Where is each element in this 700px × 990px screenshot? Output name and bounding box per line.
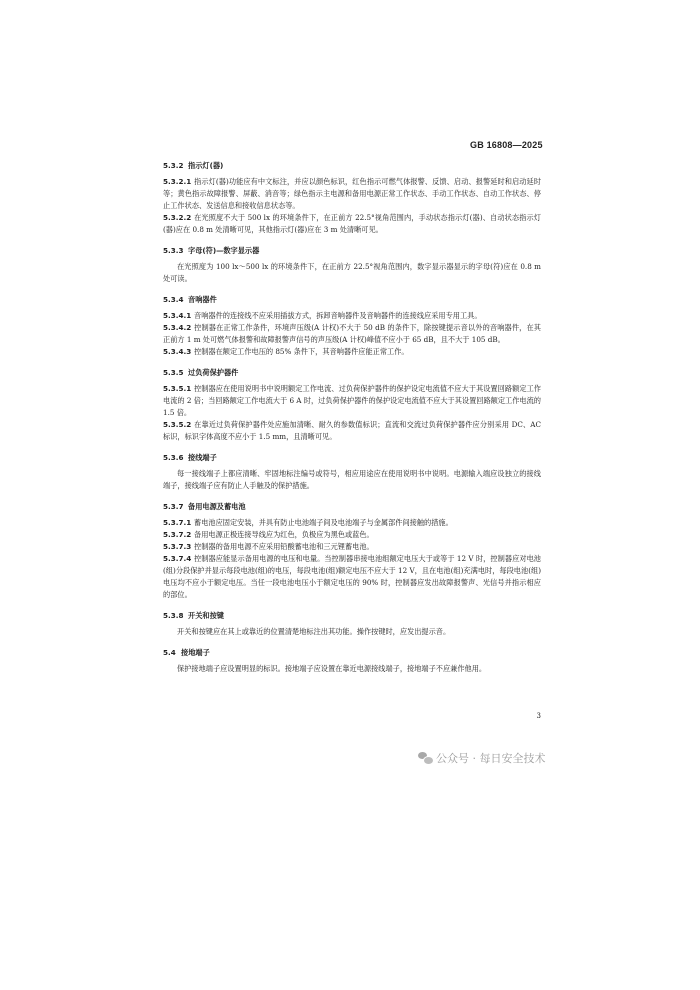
watermark-text: 公众号 · 每日安全技术 xyxy=(436,752,546,765)
clause-5-3-7-3 xyxy=(163,541,541,553)
clause-number: 5.3.7.2 xyxy=(163,530,192,539)
clause-text: 蓄电池应固定安装，并具有防止电池端子间及电池端子与金属部件间接触的措施。 xyxy=(194,518,453,527)
section-number: 5.3.7 xyxy=(163,502,184,511)
paragraph-5-4: 保护接地端子应设置明显的标识。接地端子应设置在靠近电源接线端子，接地端子不应兼作他用。 xyxy=(177,664,487,673)
section-title: 开关和按键 xyxy=(188,611,224,620)
watermark xyxy=(418,750,546,766)
section-number: 5.3.6 xyxy=(163,453,184,462)
clause-5-3-2-2 xyxy=(163,212,541,236)
section-number: 5.3.2 xyxy=(163,161,184,170)
clause-5-3-7-1 xyxy=(163,517,541,529)
clause-number: 5.3.4.1 xyxy=(163,311,192,320)
section-number: 5.3.8 xyxy=(163,611,184,620)
section-heading-5-3-6 xyxy=(163,452,541,464)
section-title: 音响器件 xyxy=(188,295,217,304)
section-heading-5-3-8 xyxy=(163,610,541,622)
section-heading-5-3-4 xyxy=(163,294,541,306)
clause-text: 控制器的备用电源不应采用铅酸蓄电池和三元锂蓄电池。 xyxy=(194,542,374,551)
clause-5-3-7-4 xyxy=(163,553,541,601)
clause-number: 5.3.4.3 xyxy=(163,347,192,356)
document-body xyxy=(163,160,541,675)
clause-text: 指示灯(器)功能应有中文标注，并应以颜色标识，红色指示可燃气体报警、反馈、启动、报警延时和启动延时等；黄色指示故障报警、屏蔽、消音等；绿色指示主电源和备用电源正常工作状态、手动工作状态、自动工作状态、停止工作状态、发送信息和接收信息状态等。 xyxy=(163,177,541,210)
section-title: 接地端子 xyxy=(181,648,210,657)
clause-text: 在靠近过负荷保护器件处应施加清晰、耐久的参数值标识；直流和交流过负荷保护器件应分别采用 DC、AC 标识，标识字体高度不应小于 1.5 mm，且清晰可见。 xyxy=(163,420,541,441)
page-number: 3 xyxy=(536,712,541,720)
clause-number: 5.3.5.1 xyxy=(163,384,192,393)
standard-number: GB 16808—2025 xyxy=(470,140,543,150)
clause-5-3-4-2 xyxy=(163,322,541,346)
clause-text: 控制器应能显示备用电源的电压和电量。当控制器串接电池组额定电压大于或等于 12 V 时，控制器应对电池(组)分段保护并显示每段电池(组)的电压，每段电池(组)额定电压不应大于 12 V，且在电池(组)充满电时，每段电池(组)电压均不应小于额定电压。当任一段电池电压小于额定电压的 90% 时，控制器应发出故障报警声、光信号并指示相应的部位。 xyxy=(163,554,541,599)
section-heading-5-3-7 xyxy=(163,501,541,513)
section-heading-5-3-3 xyxy=(163,245,541,257)
clause-number: 5.3.2.1 xyxy=(163,177,192,186)
section-title: 备用电源及蓄电池 xyxy=(188,502,246,511)
section-number: 5.4 xyxy=(163,648,176,657)
section-number: 5.3.4 xyxy=(163,295,184,304)
paragraph-5-3-6: 每一接线端子上都应清晰、牢固地标注编号或符号，相应用途应在使用说明书中说明。电源输入端应设独立的接线端子，接线端子应有防止人手触及的保护措施。 xyxy=(163,469,541,490)
section-number: 5.3.5 xyxy=(163,368,184,377)
clause-text: 在光照度不大于 500 lx 的环境条件下，在正前方 22.5°视角范围内，手动状态指示灯(器)、自动状态指示灯(器)应在 0.8 m 处清晰可见，其他指示灯(器)应在 3 m 处清晰可见。 xyxy=(163,213,541,234)
section-heading-5-3-2 xyxy=(163,160,541,172)
clause-text: 控制器应在使用说明书中说明额定工作电流、过负荷保护器件的保护设定电流值不应大于其设置回路额定工作电流的 2 倍；当回路额定工作电流大于 6 A 时，过负荷保护器件的保护设定电流值不应大于其设置回路额定工作电流的 1.5 倍。 xyxy=(163,384,541,417)
clause-text: 控制器在正常工作条件，环境声压级(A 计权)不大于 50 dB 的条件下，除按键提示音以外的音响器件，在其正前方 1 m 处可燃气体报警和故障报警声信号的声压级(A 计权)峰值不应小于 65 dB，且不大于 105 dB。 xyxy=(163,323,541,344)
clause-5-3-7-2 xyxy=(163,529,541,541)
paragraph-5-3-8: 开关和按键应在其上或靠近的位置清楚地标注出其功能。操作按键时，应发出提示音。 xyxy=(177,627,451,636)
clause-5-3-5-1 xyxy=(163,383,541,419)
section-number: 5.3.3 xyxy=(163,246,184,255)
section-heading-5-3-5 xyxy=(163,367,541,379)
clause-text: 控制器在额定工作电压的 85% 条件下，其音响器件应能正常工作。 xyxy=(194,347,409,356)
clause-text: 备用电源正极连接导线应为红色，负极应为黑色或蓝色。 xyxy=(194,530,374,539)
wechat-icon xyxy=(418,752,432,764)
clause-number: 5.3.4.2 xyxy=(163,323,192,332)
clause-number: 5.3.5.2 xyxy=(163,420,192,429)
paragraph-5-3-3: 在光照度为 100 lx～500 lx 的环境条件下，在正前方 22.5°视角范围内，数字显示器显示的字母(符)应在 0.8 m 处可读。 xyxy=(163,262,541,283)
clause-5-3-4-3 xyxy=(163,346,541,358)
section-title: 字母(符)—数字显示器 xyxy=(188,246,260,255)
section-title: 接线端子 xyxy=(188,453,217,462)
clause-number: 5.3.7.3 xyxy=(163,542,192,551)
clause-number: 5.3.7.4 xyxy=(163,554,192,563)
clause-number: 5.3.7.1 xyxy=(163,518,192,527)
clause-5-3-2-1 xyxy=(163,176,541,212)
clause-number: 5.3.2.2 xyxy=(163,213,192,222)
clause-5-3-4-1 xyxy=(163,310,541,322)
clause-text: 音响器件的连接线不应采用插拔方式，拆卸音响器件及音响器件的连接线应采用专用工具。 xyxy=(194,311,482,320)
section-title: 指示灯(器) xyxy=(188,161,224,170)
section-title: 过负荷保护器件 xyxy=(188,368,239,377)
clause-5-3-5-2 xyxy=(163,419,541,443)
section-heading-5-4 xyxy=(163,647,541,659)
